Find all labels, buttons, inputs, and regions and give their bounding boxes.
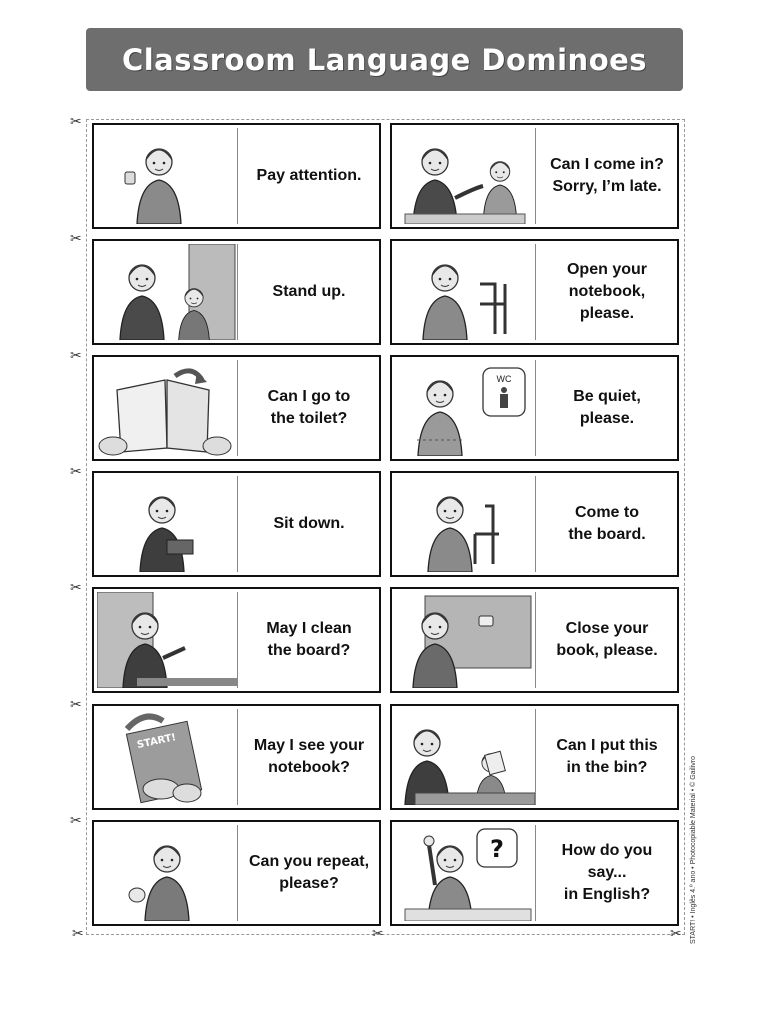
domino-row [87, 352, 684, 464]
domino-card [92, 820, 381, 926]
teacher-at-board-icon [97, 592, 237, 688]
scissors-icon: ✂ [670, 926, 682, 942]
svg-text:START!: START! [136, 732, 178, 752]
domino-card [390, 471, 679, 577]
domino-card [92, 123, 381, 229]
domino-card [390, 123, 679, 229]
copyright-credit: START! • Inglês 4.º ano • Photocopiable Material • © Gailivro [690, 756, 697, 944]
domino-card [390, 587, 679, 693]
domino-card [390, 704, 679, 810]
domino-row [87, 468, 684, 580]
scissors-icon: ✂ [70, 580, 82, 596]
scissors-icon: ✂ [70, 348, 82, 364]
boy-thinking-wc-icon [395, 360, 535, 456]
domino-card [390, 355, 679, 461]
domino-row [87, 701, 684, 813]
boy-standing-from-chair-icon [395, 244, 535, 340]
girl-speaking-icon [97, 128, 237, 224]
teacher-and-boy-icon [395, 128, 535, 224]
domino-picture [97, 244, 238, 340]
scissors-icon: ✂ [372, 926, 384, 942]
closing-book-icon [97, 709, 237, 805]
domino-card [92, 239, 381, 345]
domino-row [87, 120, 684, 232]
scissors-icon: ✂ [70, 464, 82, 480]
svg-text:?: ? [490, 835, 504, 863]
svg-text:WC: WC [496, 374, 512, 384]
domino-text: Can I come in? Sorry, I’m late. [550, 156, 664, 195]
domino-picture [97, 128, 238, 224]
domino-card [92, 587, 381, 693]
domino-picture [395, 476, 536, 572]
title-banner [86, 28, 683, 91]
boy-cleaning-board-icon [395, 592, 535, 688]
domino-text: Open your notebook, please. [566, 261, 647, 322]
scissors-icon: ✂ [70, 114, 82, 130]
open-book-icon [97, 360, 237, 456]
domino-picture [395, 825, 536, 921]
scissors-icon: ✂ [72, 926, 84, 942]
domino-text: How do you say... in English? [561, 842, 653, 903]
domino-text: Stand up. [272, 283, 346, 300]
domino-row [87, 584, 684, 696]
domino-text: Be quiet, please. [573, 388, 641, 427]
scissors-icon: ✂ [70, 697, 82, 713]
teacher-student-paper-icon [395, 709, 535, 805]
domino-text: Can I go to the toilet? [267, 388, 351, 427]
girl-raising-hand-icon [395, 825, 535, 921]
domino-picture [97, 592, 238, 688]
domino-card [390, 239, 679, 345]
boy-gesturing-icon [97, 825, 237, 921]
domino-picture [395, 592, 536, 688]
domino-picture [97, 709, 238, 805]
domino-picture [395, 128, 536, 224]
domino-row [87, 236, 684, 348]
domino-picture [97, 360, 238, 456]
teacher-shush-icon [97, 476, 237, 572]
domino-picture [97, 825, 238, 921]
page-title: Classroom Language Dominoes [121, 42, 648, 77]
domino-sheet [86, 119, 685, 935]
domino-text: Sit down. [273, 515, 345, 532]
girl-sitting-down-icon [395, 476, 535, 572]
domino-picture [97, 476, 238, 572]
domino-card [92, 704, 381, 810]
domino-text: Close your book, please. [556, 620, 658, 659]
domino-card [390, 820, 679, 926]
domino-row [87, 817, 684, 929]
domino-picture [395, 360, 536, 456]
domino-text: May I clean the board? [266, 620, 352, 659]
domino-text: Can I put this in the bin? [556, 737, 658, 776]
domino-card [92, 471, 381, 577]
domino-picture [395, 244, 536, 340]
domino-text: Pay attention. [256, 167, 362, 184]
domino-text: Can you repeat, please? [248, 853, 370, 892]
domino-text: Come to the board. [568, 504, 646, 543]
domino-card [92, 355, 381, 461]
domino-text: May I see your notebook? [253, 737, 365, 776]
scissors-icon: ✂ [70, 813, 82, 829]
teacher-boy-at-door-icon [97, 244, 237, 340]
domino-picture [395, 709, 536, 805]
scissors-icon: ✂ [70, 231, 82, 247]
